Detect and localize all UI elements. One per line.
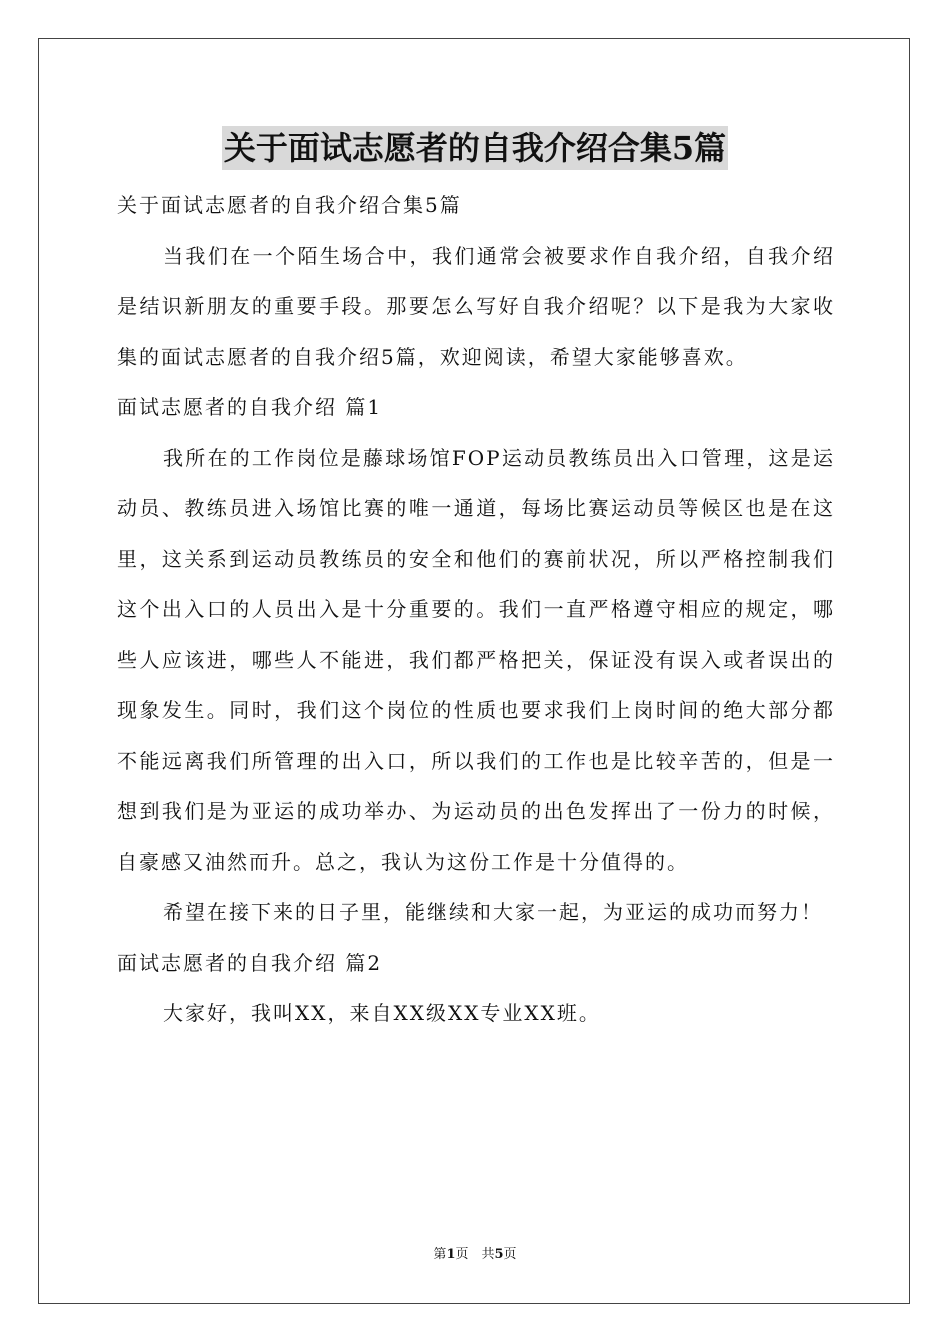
footer-page-prefix: 第: [433, 1247, 447, 1262]
section-heading-2: 面试志愿者的自我介绍 篇2: [117, 950, 383, 975]
document-title: 关于面试志愿者的自我介绍合集5篇: [222, 126, 728, 170]
footer-page-suffix: 页: [503, 1247, 517, 1262]
document-body: [117, 180, 835, 1039]
page-footer: [0, 1246, 950, 1264]
title-container: [0, 126, 950, 170]
section-1-paragraph-2: 希望在接下来的日子里，能继续和大家一起，为亚运的成功而努力！: [163, 900, 823, 924]
footer-page-mid: 页 共: [455, 1247, 495, 1262]
footer-page-current: 1: [446, 1247, 456, 1262]
subtitle-paragraph: 关于面试志愿者的自我介绍合集5篇: [117, 193, 462, 217]
intro-paragraph: 当我们在一个陌生场合中，我们通常会被要求作自我介绍，自我介绍是结识新朋友的重要手段。那要怎么写好自我介绍呢？以下是我为大家收集的面试志愿者的自我介绍5篇，欢迎阅读，希望大家能够喜欢。: [117, 243, 835, 369]
footer-page-total: 5: [494, 1247, 504, 1262]
section-1-paragraph-1: 我所在的工作岗位是藤球场馆FOP运动员教练员出入口管理，这是运动员、教练员进入场馆比赛的唯一通道，每场比赛运动员等候区也是在这里，这关系到运动员教练员的安全和他们的赛前状况，所以严格控制我们这个出入口的人员出入是十分重要的。我们一直严格遵守相应的规定，哪些人应该进，哪些人不能进，我们都严格把关，保证没有误入或者误出的现象发生。同时，我们这个岗位的性质也要求我们上岗时间的绝大部分都不能远离我们所管理的出入口，所以我们的工作也是比较辛苦的，但是一想到我们是为亚运的成功举办、为运动员的出色发挥出了一份力的时候，自豪感又油然而升。总之，我认为这份工作是十分值得的。: [117, 445, 835, 874]
section-2-paragraph-1: 大家好，我叫XX，来自XX级XX专业XX班。: [163, 1001, 601, 1025]
section-heading-1: 面试志愿者的自我介绍 篇1: [117, 395, 383, 419]
